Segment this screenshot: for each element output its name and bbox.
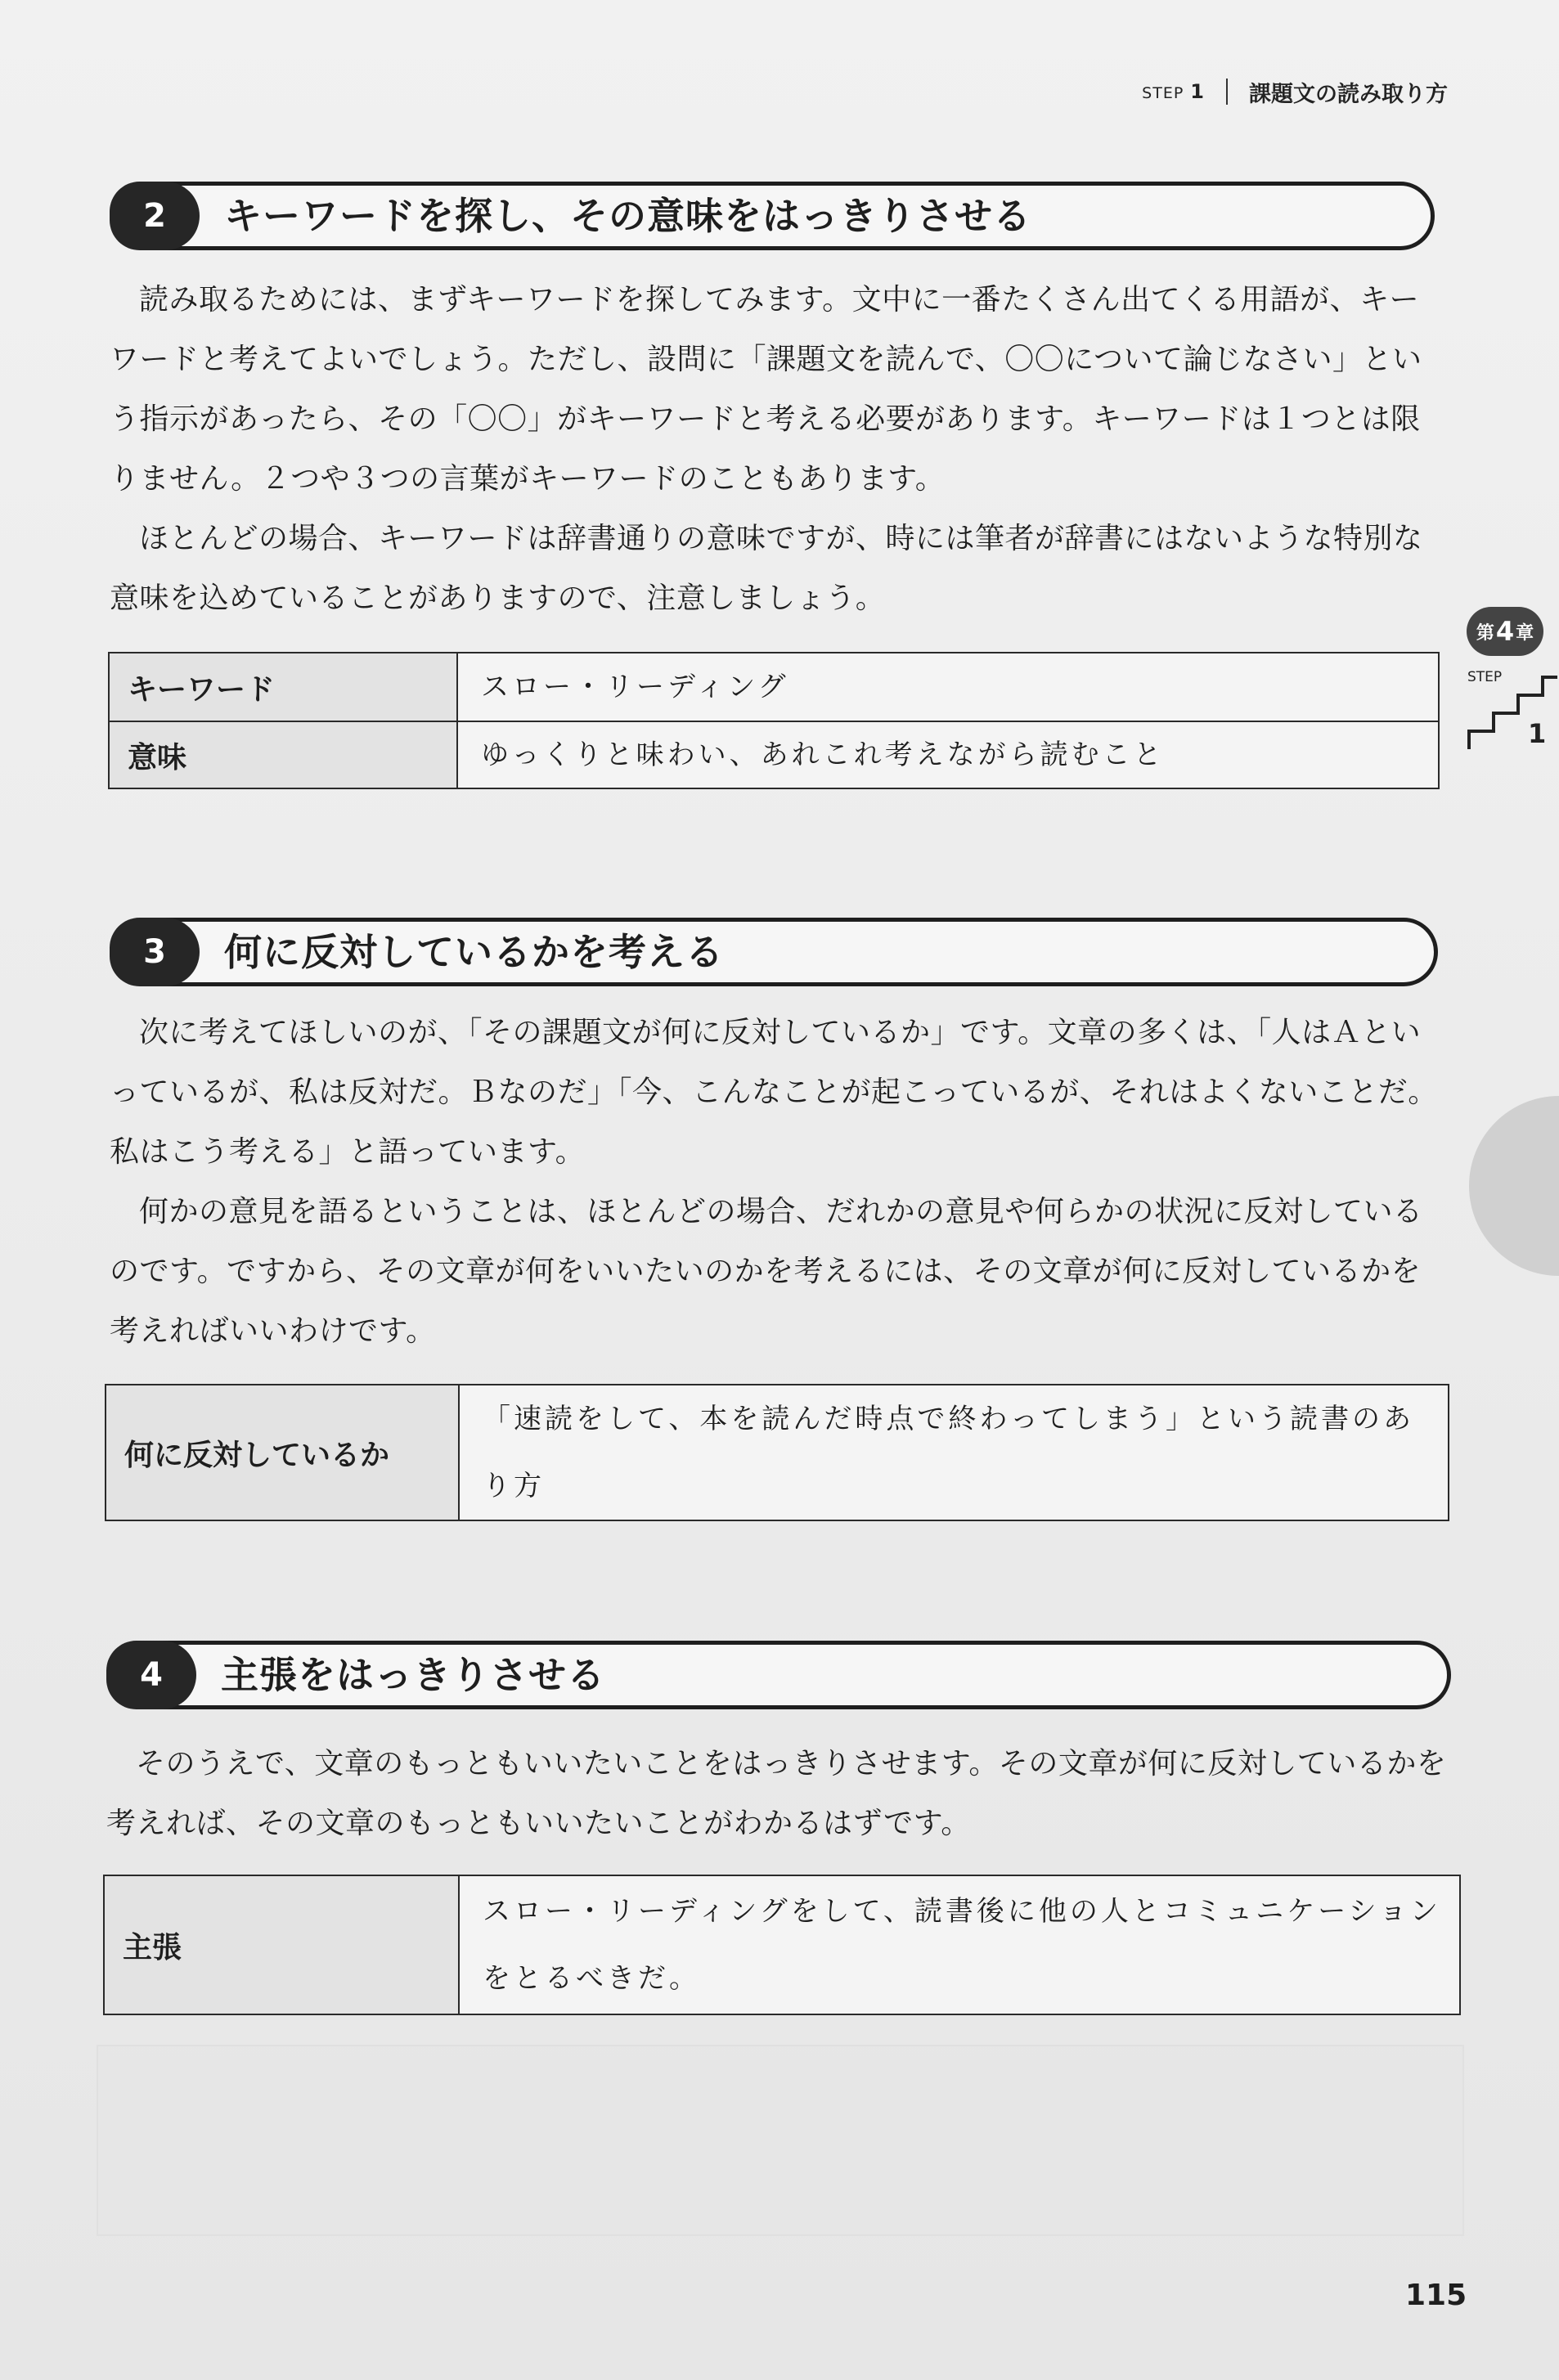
table-row-value: ゆっくりと味わい、あれこれ考えながら読むこと xyxy=(481,739,1165,771)
paragraph: ほとんどの場合、キーワードは辞書通りの意味ですが、時には筆者が辞書にはないような特別な意味を込めていることがありますので、注意しましょう。 xyxy=(110,522,1423,615)
section-number-badge: 3 xyxy=(110,918,200,986)
table-row xyxy=(110,653,1438,721)
section-body-2 xyxy=(110,270,1436,628)
table-row-value: スロー・リーディング xyxy=(481,671,789,703)
running-head-step: STEP 1 xyxy=(1142,80,1205,103)
side-step-number: 1 xyxy=(1528,718,1547,749)
paragraph: 次に考えてほしいのが、「その課題文が何に反対しているか」です。文章の多くは、「人はＡといっているが、私は反対だ。Ｂなのだ」「今、こんなことが起こっているが、それはよくないことだ。私はこう考える」と語っています。 xyxy=(110,1016,1438,1169)
side-step-label: STEP xyxy=(1467,669,1503,685)
page-number: 115 xyxy=(1405,2279,1467,2312)
table-row-head: 何に反対しているか xyxy=(106,1385,460,1520)
section-body-4 xyxy=(106,1734,1456,1853)
running-head xyxy=(1063,75,1448,108)
table-row xyxy=(105,1876,1459,2014)
section-number-badge: 2 xyxy=(110,182,200,250)
table-row-value: 「速読をして、本を読んだ時点で終わってしまう」という読書のあり方 xyxy=(483,1403,1414,1502)
section-number-badge: 4 xyxy=(106,1641,196,1709)
table-row-head: キーワード xyxy=(110,653,458,721)
paragraph: 読み取るためには、まずキーワードを探してみます。文中に一番たくさん出てくる用語が、キーワードと考えてよいでしょう。ただし、設問に「課題文を読んで、〇〇について論じなさい」という指示があったら、その「〇〇」がキーワードと考える必要があります。キーワードは１つとは限りません。２つや３つの言葉がキーワードのこともあります。 xyxy=(110,283,1422,496)
table-row-head: 主張 xyxy=(105,1876,460,2014)
keyword-table xyxy=(108,652,1440,789)
section-body-3 xyxy=(110,1003,1438,1361)
paragraph: 何かの意見を語るということは、ほとんどの場合、だれかの意見や何らかの状況に反対しているのです。ですから、その文章が何をいいたいのかを考えるには、その文章が何に反対しているかを考えればいいわけです。 xyxy=(110,1195,1423,1348)
section-header-3 xyxy=(110,918,1438,986)
running-head-divider xyxy=(1226,79,1228,105)
table-row-head: 意味 xyxy=(110,722,458,788)
section-title: キーワードを探し、その意味をはっきりさせる xyxy=(224,194,1031,238)
table-row-value: スロー・リーディングをして、読書後に他の人とコミュニケーションをとるべきだ。 xyxy=(483,1895,1441,1995)
section-title: 何に反対しているかを考える xyxy=(224,930,724,974)
table-row xyxy=(106,1385,1448,1520)
section-header-4 xyxy=(106,1641,1451,1709)
opposition-table xyxy=(105,1384,1449,1521)
section-header-2 xyxy=(110,182,1435,250)
paragraph: そのうえで、文章のもっともいいたいことをはっきりさせます。その文章が何に反対しているかを考えれば、その文章のもっともいいたいことがわかるはずです。 xyxy=(106,1747,1447,1840)
section-title: 主張をはっきりさせる xyxy=(221,1653,605,1697)
table-row xyxy=(110,721,1438,788)
claim-table xyxy=(103,1875,1461,2015)
running-head-chapter-title: 課題文の読み取り方 xyxy=(1249,81,1448,107)
chapter-tab: 第 4 章 xyxy=(1467,607,1543,656)
show-through-box xyxy=(97,2045,1464,2236)
